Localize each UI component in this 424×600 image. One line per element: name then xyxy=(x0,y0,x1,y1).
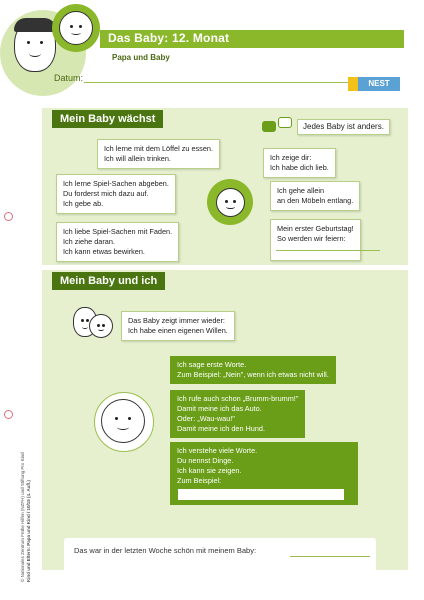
example-answer-field[interactable] xyxy=(178,489,344,500)
baby-face-icon xyxy=(101,399,145,443)
bubble-spoon: Ich lerne mit dem Löffel zu essen. Ich will allein trinken. xyxy=(97,139,220,169)
side-line-2: Kind und Eltern: Papa und Kind / 10/15 (4. Aufl.) xyxy=(26,480,31,582)
hair-icon xyxy=(14,18,56,32)
bubble-walk: Ich gehe allein an den Möbeln entlang. xyxy=(270,181,360,211)
section-grows-heading: Mein Baby wächst xyxy=(52,110,163,128)
chat-icon-secondary xyxy=(278,117,292,128)
green-bubble-understand: Ich verstehe viele Worte. Du nennst Dinge. Ich kann sie zeigen. Zum Beispiel: xyxy=(170,442,358,505)
bubble-toys-give: Ich lerne Spiel-Sachen abgeben. Du forderst mich dazu auf. Ich gebe ab. xyxy=(56,174,176,214)
baby-will-bubble: Das Baby zeigt immer wieder: Ich habe einen eigenen Willen. xyxy=(121,311,235,341)
date-input-line[interactable] xyxy=(84,82,350,83)
nest-logo: NEST xyxy=(358,77,400,91)
bubble-string-toys: Ich liebe Spiel-Sachen mit Faden. Ich ziehe daran. Ich kann etwas bewirken. xyxy=(56,222,179,262)
bubble-love: Ich zeige dir: Ich habe dich lieb. xyxy=(263,148,336,178)
week-note-line[interactable] xyxy=(290,556,370,557)
intro-badge: Jedes Baby ist anders. xyxy=(297,119,390,135)
birthday-answer-line[interactable] xyxy=(276,250,380,251)
page-subtitle: Papa und Baby xyxy=(112,53,170,62)
date-label: Datum: xyxy=(54,73,84,83)
side-line-1: © Nationales Zentrum Frühe Hilfen (NZFH) und Stiftung Pro Kind xyxy=(20,452,25,582)
baby-face-icon xyxy=(89,314,113,338)
chat-icon xyxy=(262,121,276,132)
green-bubble-sounds: Ich rufe auch schon „Brumm-brumm!" Damit meine ich das Auto. Oder: „Wau-wau!" Damit meine ich den Hund. xyxy=(170,390,305,438)
week-note-prompt: Das war in der letzten Woche schön mit meinem Baby: xyxy=(74,546,257,555)
baby-face-icon xyxy=(216,188,245,217)
punch-hole-bottom xyxy=(4,410,13,419)
punch-hole-top xyxy=(4,212,13,221)
week-note-box xyxy=(64,538,376,572)
section-me-heading: Mein Baby und ich xyxy=(52,272,165,290)
page-title: Das Baby: 12. Monat xyxy=(108,31,230,45)
green-bubble-words: Ich sage erste Worte. Zum Beispiel: „Nein", wenn ich etwas nicht will. xyxy=(170,356,336,384)
bubble-birthday: Mein erster Geburtstag! So werden wir feiern: xyxy=(270,219,361,261)
side-copyright xyxy=(20,382,30,582)
baby-face-icon xyxy=(59,11,93,45)
